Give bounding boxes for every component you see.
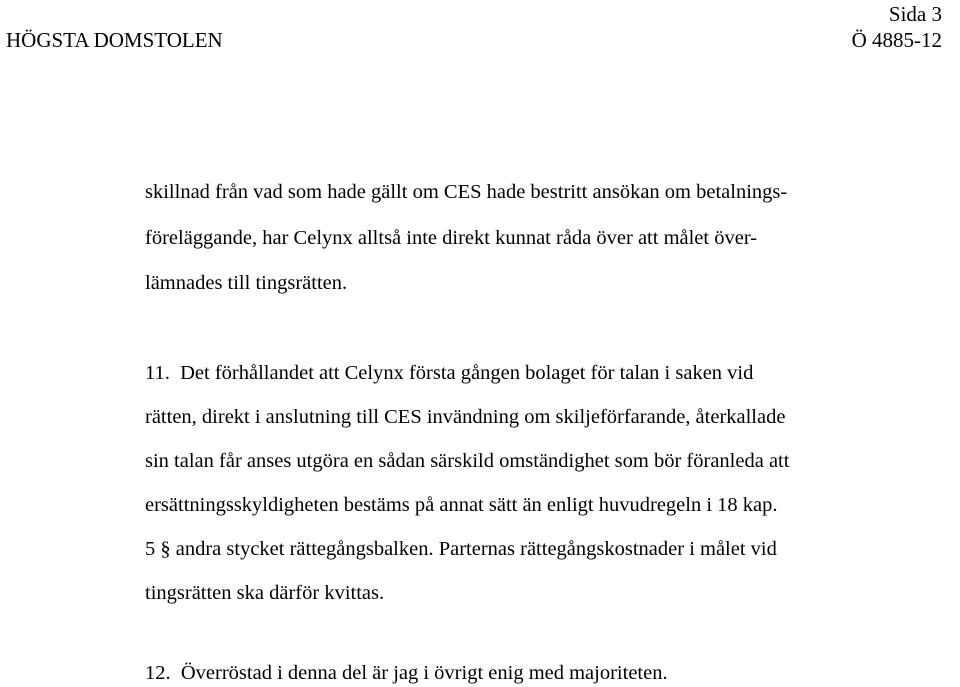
body-line: lämnades till tingsrätten. — [145, 272, 348, 294]
paragraph-text: Överröstad i denna del är jag i övrigt enig med majoriteten. — [180, 662, 668, 684]
body-line: föreläggande, har Celynx alltså inte direkt kunnat råda över att målet över- — [145, 227, 758, 249]
paragraph-text: Det förhållandet att Celynx första gången bolaget för talan i saken vid — [180, 362, 754, 384]
paragraph-11 — [145, 351, 945, 615]
paragraph-11-line: ersättningsskyldigheten bestäms på annat sätt än enligt huvudregeln i 18 kap. — [145, 494, 778, 516]
paragraph-number: 11. — [145, 362, 170, 384]
paragraph-11-line: sin talan får anses utgöra en sådan särskild omständighet som bör föranleda att — [145, 450, 790, 472]
paragraph-11-line: rätten, direkt i anslutning till CES invändning om skiljeförfarande, återkallade — [145, 406, 786, 428]
court-name: HÖGSTA DOMSTOLEN — [6, 28, 223, 52]
page-number: Sida 3 — [888, 2, 942, 26]
paragraph-11-line: tingsrätten ska därför kvittas. — [145, 582, 385, 604]
paragraph-11-line: 5 § andra stycket rättegångsbalken. Parternas rättegångskostnader i målet vid — [145, 538, 777, 560]
paragraph-12 — [145, 660, 668, 686]
body-line: skillnad från vad som hade gällt om CES hade bestritt ansökan om betalnings- — [145, 181, 788, 203]
paragraph-11-line-1 — [145, 351, 945, 395]
case-number: Ö 4885-12 — [851, 28, 942, 52]
paragraph-number: 12. — [145, 662, 171, 684]
